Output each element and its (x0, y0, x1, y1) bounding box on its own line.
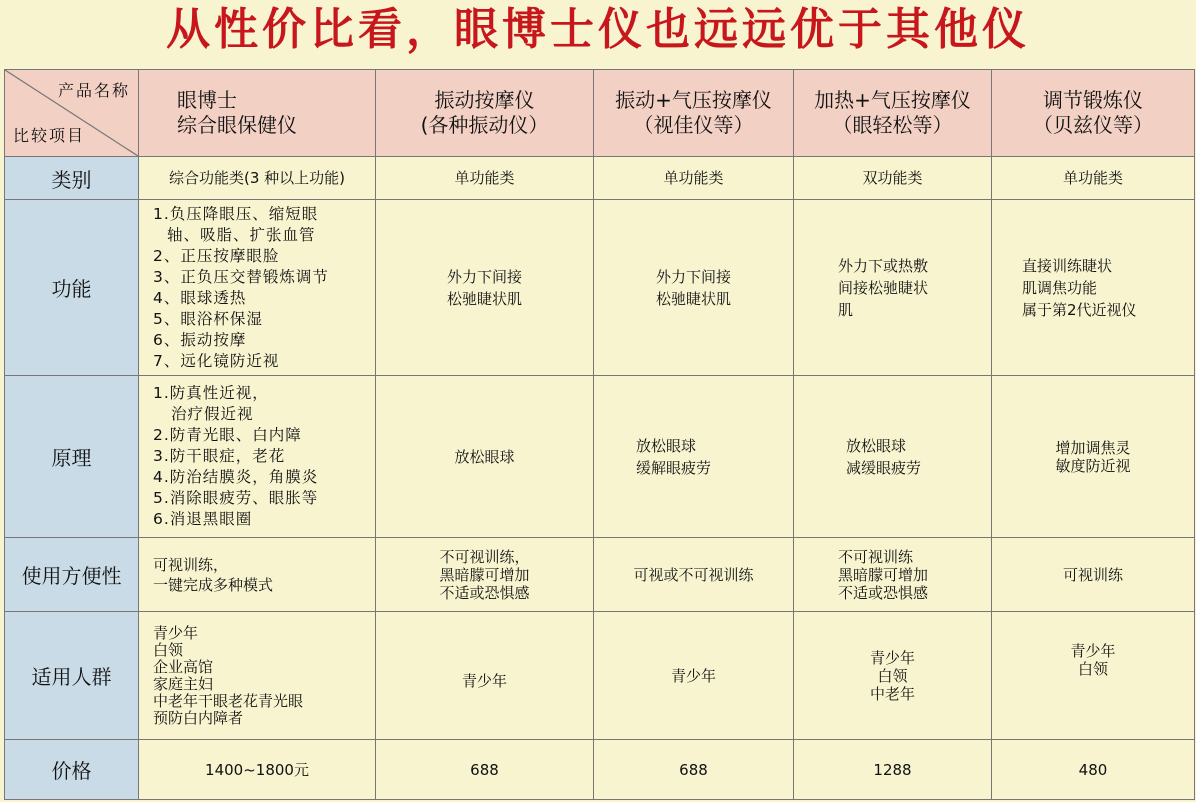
cell-audience-3: 青少年 (594, 612, 794, 740)
cell-principle-1: 1.防真性近视， 治疗假近视 2.防青光眼、白内障 3.防干眼症，老花 4.防治结膜炎，角膜炎 5.消除眼疲劳、眼胀等 6.消退黑眼圈 (139, 376, 376, 538)
cell-audience-2: 青少年 (376, 612, 594, 740)
cell-category-4: 双功能类 (794, 157, 992, 200)
cell-principle-2: 放松眼球 (376, 376, 594, 538)
row-principle (5, 376, 1195, 538)
cell-usability-3: 可视或不可视训练 (594, 538, 794, 612)
cell-principle-4: 放松眼球 减缓眼疲劳 (794, 376, 992, 538)
cell-category-1: 综合功能类(3 种以上功能) (139, 157, 376, 200)
product-header-5: 调节锻炼仪 （贝兹仪等） (992, 70, 1195, 157)
row-category (5, 157, 1195, 200)
product-header-3: 振动+气压按摩仪 （视佳仪等） (594, 70, 794, 157)
cell-price-2: 688 (376, 740, 594, 800)
row-function (5, 200, 1195, 376)
cell-category-2: 单功能类 (376, 157, 594, 200)
row-label-price: 价格 (5, 740, 139, 800)
cell-price-4: 1288 (794, 740, 992, 800)
cell-usability-5: 可视训练 (992, 538, 1195, 612)
cell-principle-5: 增加调焦灵 敏度防近视 (992, 376, 1195, 538)
row-audience (5, 612, 1195, 740)
row-usability (5, 538, 1195, 612)
product-header-4: 加热+气压按摩仪 （眼轻松等） (794, 70, 992, 157)
cell-price-5: 480 (992, 740, 1195, 800)
header-row (5, 70, 1195, 157)
cell-principle-3: 放松眼球 缓解眼疲劳 (594, 376, 794, 538)
cell-function-4: 外力下或热敷 间接松驰睫状 肌 (794, 200, 992, 376)
cell-audience-4: 青少年 白领 中老年 (794, 612, 992, 740)
cell-function-5: 直接训练睫状 肌调焦功能 属于第2代近视仪 (992, 200, 1195, 376)
row-label-function: 功能 (5, 200, 139, 376)
cell-price-1: 1400~1800元 (139, 740, 376, 800)
cell-function-1: 1.负压降眼压、缩短眼 轴、吸脂、扩张血管 2、正压按摩眼脸 3、正负压交替锻炼调节 4、眼球透热 5、眼浴杯保湿 6、振动按摩 7、远化镜防近视 (139, 200, 376, 376)
cell-audience-5: 青少年 白领 (992, 612, 1195, 740)
cell-usability-2: 不可视训练， 黑暗朦可增加 不适或恐惧感 (376, 538, 594, 612)
cell-usability-1: 可视训练， 一键完成多种模式 (139, 538, 376, 612)
cell-category-3: 单功能类 (594, 157, 794, 200)
row-label-usability: 使用方便性 (5, 538, 139, 612)
row-label-audience: 适用人群 (5, 612, 139, 740)
cell-usability-4: 不可视训练 黑暗朦可增加 不适或恐惧感 (794, 538, 992, 612)
product-header-2: 振动按摩仪 (各种振动仪） (376, 70, 594, 157)
row-price (5, 740, 1195, 800)
cell-function-3: 外力下间接 松驰睫状肌 (594, 200, 794, 376)
cell-price-3: 688 (594, 740, 794, 800)
cell-audience-1: 青少年 白领 企业高馆 家庭主妇 中老年干眼老花青光眼 预防白内障者 (139, 612, 376, 740)
corner-cell (5, 70, 139, 157)
corner-item-label: 比较项目 (13, 126, 86, 145)
cell-category-5: 单功能类 (992, 157, 1195, 200)
row-label-category: 类别 (5, 157, 139, 200)
corner-product-label: 产品名称 (57, 81, 130, 100)
comparison-table (4, 69, 1195, 800)
product-header-1: 眼博士 综合眼保健仪 (139, 70, 376, 157)
page-title: 从性价比看，眼博士仪也远远优于其他仪 (166, 4, 1030, 55)
cell-function-2: 外力下间接 松驰睫状肌 (376, 200, 594, 376)
row-label-principle: 原理 (5, 376, 139, 538)
